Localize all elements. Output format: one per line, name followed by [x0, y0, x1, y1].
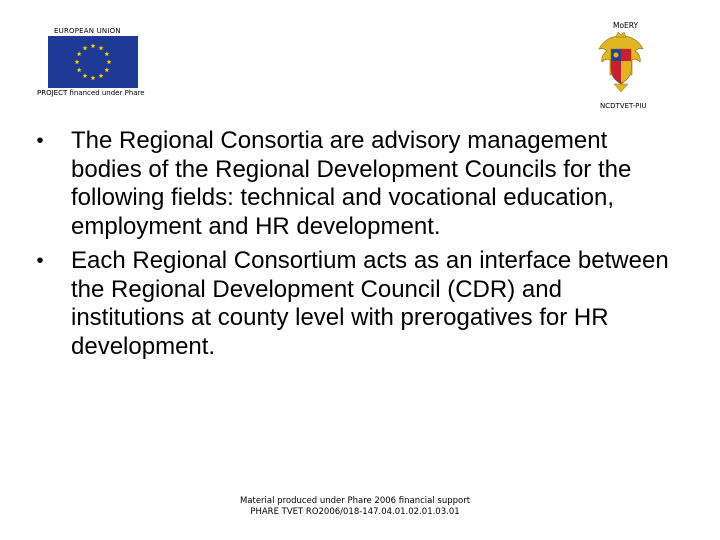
footer: [0, 496, 710, 518]
bullet-text: Each Regional Consortium acts as an interface between the Regional Development Council (CDR) and institutions at county level with prerogatives for HR development.: [71, 247, 669, 360]
eu-label: EUROPEAN UNION: [54, 27, 121, 35]
bullet-text: The Regional Consortia are advisory management bodies of the Regional Development Councils for the following fields: technical and vocational education, employment and HR development.: [71, 127, 632, 240]
footer-line-2: PHARE TVET RO2006/018-147.04.01.02.01.03.01: [250, 507, 460, 517]
bullet-list: [30, 127, 680, 367]
bullet-dot-icon: •: [36, 130, 44, 152]
bullet-item: [30, 247, 680, 361]
phare-label: PROJECT financed under Phare: [37, 89, 145, 97]
bullet-item: [30, 127, 680, 241]
coat-of-arms-icon: [596, 31, 646, 94]
agency-label: NCDTVET-PIU: [600, 102, 647, 110]
bullet-dot-icon: •: [36, 250, 44, 272]
footer-line-1: Material produced under Phare 2006 financial support: [239, 496, 471, 506]
ministry-label: MoERY: [613, 21, 639, 30]
eu-flag-icon: [48, 36, 138, 88]
